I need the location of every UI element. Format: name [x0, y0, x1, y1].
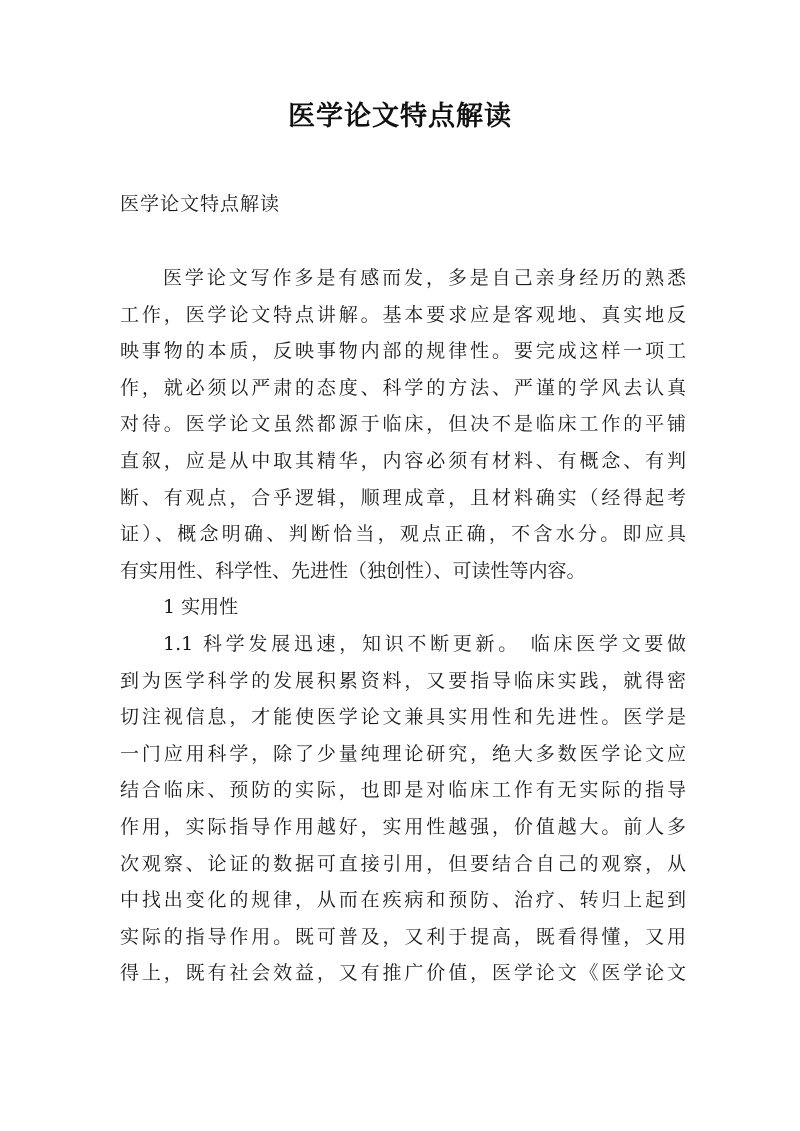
- body-line: 断、有观点，合乎逻辑，顺理成章，且材料确实（经得起考: [120, 486, 686, 509]
- section-heading: 1 实用性: [163, 596, 239, 619]
- body-line: 次观察、论证的数据可直接引用，但要结合自己的观察，从: [120, 852, 686, 875]
- document-body: [120, 260, 686, 992]
- body-line: 证）、概念明确、判断恰当，观点正确，不含水分。即应具: [120, 523, 686, 546]
- body-line: 有实用性、科学性、先进性（独创性）、可读性等内容。: [120, 559, 586, 582]
- body-line: 实际的指导作用。既可普及，又利于提高，既看得懂，又用: [120, 925, 686, 948]
- body-line: 作，就必须以严肃的态度、科学的方法、严谨的学风去认真: [120, 376, 686, 399]
- body-line: 映事物的本质，反映事物内部的规律性。要完成这样一项工: [120, 340, 686, 363]
- body-line: 一门应用科学，除了少量纯理论研究，绝大多数医学论文应: [120, 742, 686, 765]
- document-subtitle: 医学论文特点解读: [120, 193, 281, 215]
- document-title: 医学论文特点解读: [288, 101, 512, 132]
- body-line: 对待。医学论文虽然都源于临床，但决不是临床工作的平铺: [120, 413, 686, 436]
- body-line: 到为医学科学的发展积累资料，又要指导临床实践，就得密: [120, 669, 686, 692]
- subsection-line: 1.1 科学发展迅速，知识不断更新。 临床医学文要做: [163, 632, 686, 655]
- body-line: 结合临床、预防的实际，也即是对临床工作有无实际的指导: [120, 779, 686, 802]
- body-line: 中找出变化的规律，从而在疾病和预防、治疗、转归上起到: [120, 889, 686, 912]
- body-line: 直叙，应是从中取其精华，内容必须有材料、有概念、有判: [120, 449, 686, 472]
- body-line: 作用，实际指导作用越好，实用性越强，价值越大。前人多: [120, 815, 686, 838]
- body-line: 工作，医学论文特点讲解。基本要求应是客观地、真实地反: [120, 303, 686, 326]
- body-line: 得上，既有社会效益，又有推广价值，医学论文《医学论文: [120, 962, 686, 985]
- body-line: 医学论文写作多是有感而发，多是自己亲身经历的熟悉: [163, 267, 686, 289]
- body-line: 切注视信息，才能使医学论文兼具实用性和先进性。医学是: [120, 706, 686, 729]
